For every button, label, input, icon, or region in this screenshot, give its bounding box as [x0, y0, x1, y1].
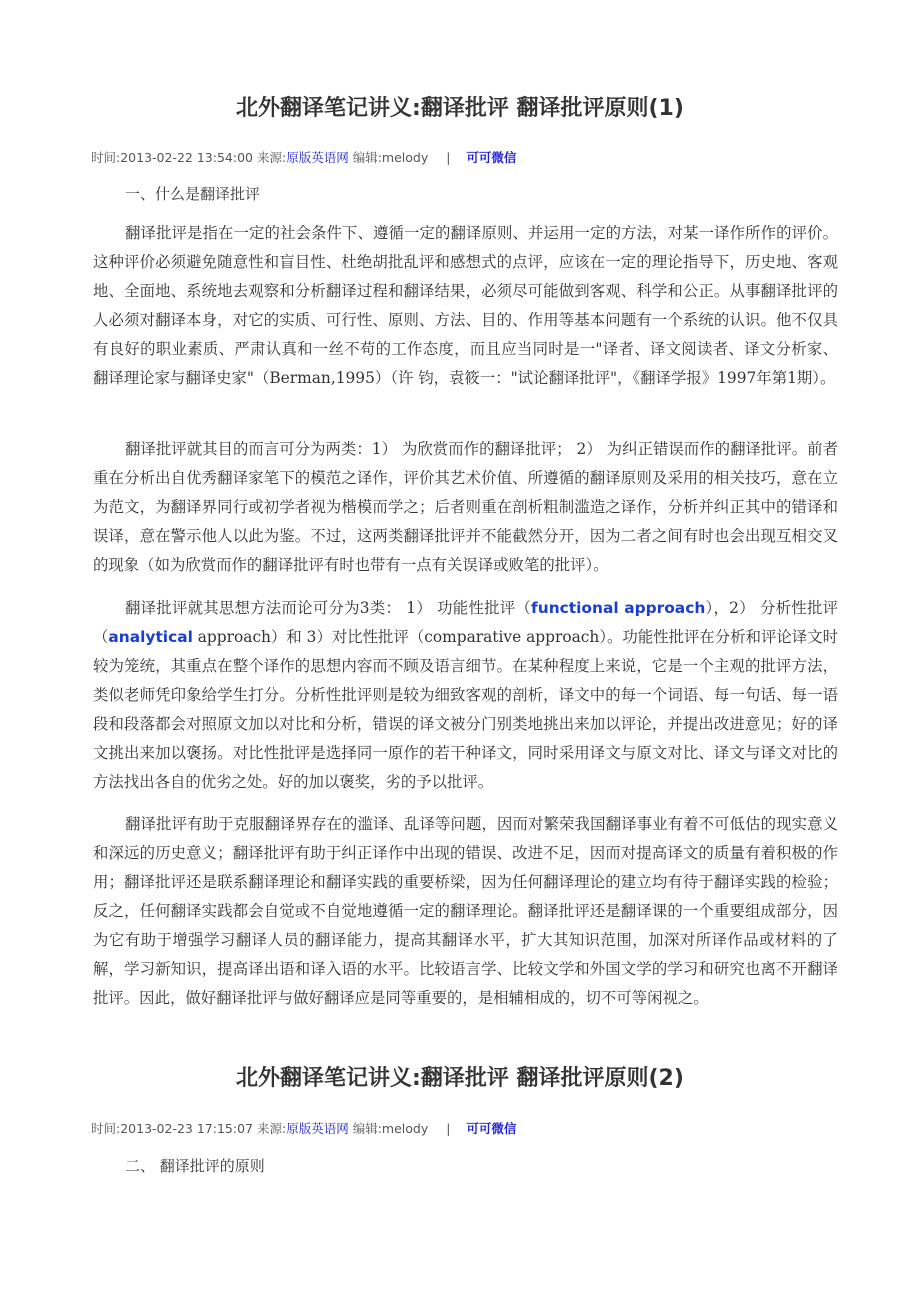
meta-separator: | [446, 1121, 451, 1136]
editor-name: melody [381, 150, 429, 165]
article-title-1: 北外翻译笔记讲义:翻译批评 翻译批评原则(1) [236, 96, 684, 121]
source-link[interactable]: 原版英语网 [286, 150, 349, 165]
brand-link[interactable]: 可可微信 [466, 150, 517, 165]
article-meta-1 [91, 148, 516, 166]
time-label: 时间: [91, 150, 121, 165]
paragraph-significance: 翻译批评有助于克服翻译界存在的滥译、乱译等问题，因而对繁荣我国翻译事业有着不可低估的现实意义和深远的历史意义；翻译批评有助于纠正译作中出现的错误、改进不足，因而对提高译文的质量有着积极的作用；翻译批评还是联系翻译理论和翻译实践的重要桥梁，因为任何翻译理论的建立均有待于翻译实践的检验；反之，任何翻译实践都会自觉或不自觉地遵循一定的翻译理论。翻译批评还是翻译课的一个重要组成部分，因为它有助于增强学习翻译人员的翻译能力，提高其翻译水平，扩大其知识范围，加深对所译作品或材料的了解，学习新知识，提高译出语和译入语的水平。比较语言学、比较文学和外国文学的学习和研究也离不开翻译批评。因此，做好翻译批评与做好翻译应是同等重要的，是相辅相成的，切不可等闲视之。 [93, 815, 838, 1007]
time-label: 时间: [91, 1121, 121, 1136]
methods-text-3: approach）和 3）对比性批评（comparative approach）。功能性批评在分析和评论译文时较为笼统，其重点在整个译作的思想内容而不顾及语言细节。在某种程度上来说，它是一个主观的批评方法，类似老师凭印象给学生打分。分析性批评则是较为细致客观的剖析，译文中的每一个词语、每一句话、每一语段和段落都会对照原文加以对比和分析，错误的译文被分门别类地挑出来加以评论，并提出改进意见；好的译文挑出来加以褒扬。对比性批评是选择同一原作的若干种译文，同时采用译文与原文对比、译文与译文对比的方法找出各自的优劣之处。好的加以褒奖，劣的予以批评。 [93, 628, 838, 791]
editor-label: 编辑: [352, 150, 382, 165]
source-link[interactable]: 原版英语网 [286, 1121, 349, 1136]
analytical-link[interactable]: analytical [108, 628, 193, 646]
editor-name: melody [381, 1121, 429, 1136]
functional-approach-link[interactable]: functional approach [531, 599, 706, 617]
paragraph-definition: 翻译批评是指在一定的社会条件下、遵循一定的翻译原则、并运用一定的方法，对某一译作所作的评价。这种评价必须避免随意性和盲目性、杜绝胡批乱评和感想式的点评，应该在一定的理论指导下，历史地、客观地、全面地、系统地去观察和分析翻译过程和翻译结果，必须尽可能做到客观、科学和公正。从事翻译批评的人必须对翻译本身，对它的实质、可行性、原则、方法、目的、作用等基本问题有一个系统的认识。他不仅具有良好的职业素质、严肃认真和一丝不苟的工作态度，而且应当同时是一"译者、译文阅读者、译文分析家、翻译理论家与翻译史家"（Berman,1995）（许 钧，袁筱一："试论翻译批评"，《翻译学报》1997年第1期）。 [93, 224, 838, 387]
paragraph-purpose: 翻译批评就其目的而言可分为两类：1） 为欣赏而作的翻译批评； 2） 为纠正错误而作的翻译批评。前者重在分析出自优秀翻译家笔下的模范之译作，评价其艺术价值、所遵循的翻译原则及采用的相关技巧，意在立为范文，为翻译界同行或初学者视为楷模而学之；后者则重在剖析粗制滥造之译作，分析并纠正其中的错译和误译，意在警示他人以此为鉴。不过，这两类翻译批评并不能截然分开，因为二者之间有时也会出现互相交叉的现象（如为欣赏而作的翻译批评有时也带有一点有关误译或败笔的批评）。 [93, 440, 838, 574]
source-label: 来源: [256, 150, 287, 165]
publish-time: 2013-02-22 13:54:00 [120, 150, 253, 165]
editor-label: 编辑: [352, 1121, 382, 1136]
source-label: 来源: [256, 1121, 287, 1136]
meta-separator: | [446, 150, 451, 165]
section-heading-2: 二、 翻译批评的原则 [125, 1157, 265, 1175]
methods-text-2: ），2） 分析性批评（ [93, 599, 838, 646]
section-heading-1: 一、什么是翻译批评 [125, 185, 261, 203]
brand-link[interactable]: 可可微信 [466, 1121, 517, 1136]
article-meta-2 [91, 1119, 516, 1137]
methods-text-1: 翻译批评就其思想方法而论可分为3类： 1） 功能性批评（ [125, 599, 532, 617]
publish-time: 2013-02-23 17:15:07 [120, 1121, 253, 1136]
article-title-2: 北外翻译笔记讲义:翻译批评 翻译批评原则(2) [236, 1066, 684, 1091]
paragraph-methods [93, 594, 838, 797]
